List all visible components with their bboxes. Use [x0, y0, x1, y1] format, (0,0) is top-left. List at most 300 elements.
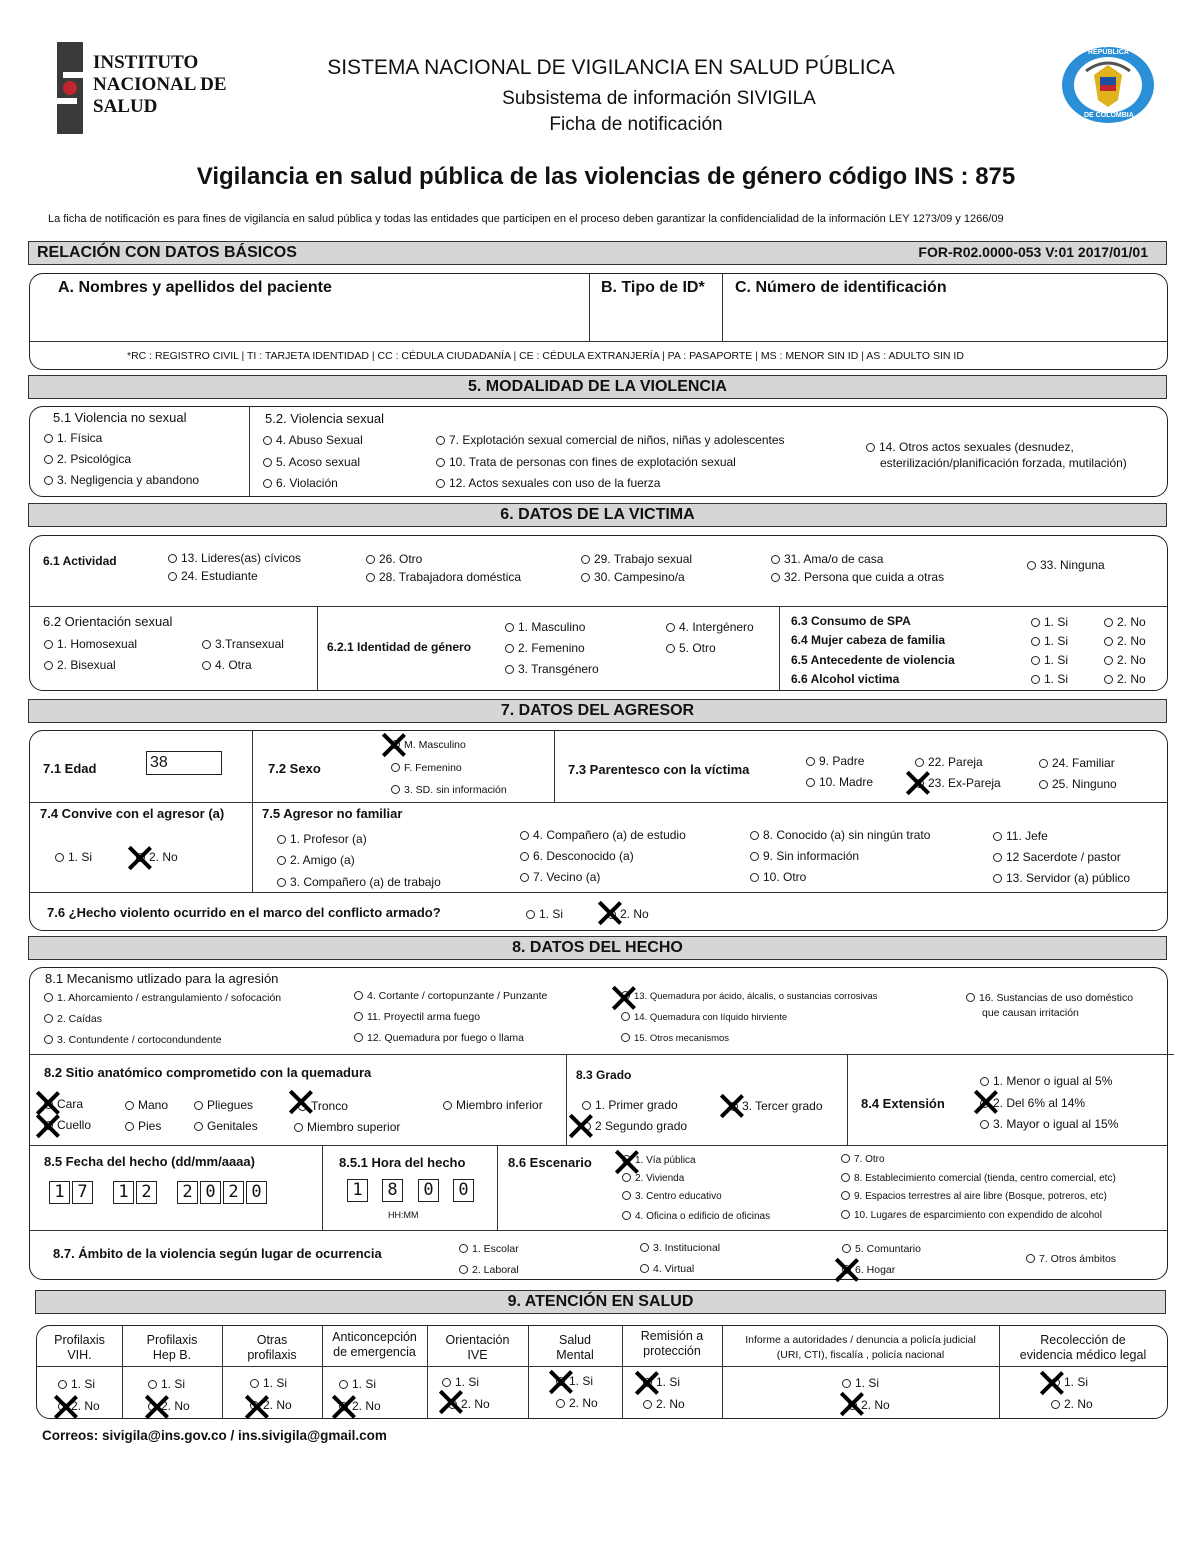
opt-a32[interactable]: 32. Persona que cuida a otras: [771, 570, 944, 584]
radio-icon: [148, 1380, 157, 1389]
opt-trata[interactable]: 10. Trata de personas con fines de explotación sexual: [436, 455, 736, 469]
page-title: SISTEMA NACIONAL DE VIGILANCIA EN SALUD PÚBLICA: [327, 56, 895, 79]
radio-icon: [294, 1123, 303, 1132]
q63-label: 6.3 Consumo de SPA: [791, 614, 911, 628]
seal-top-text: REPÚBLICA: [1088, 49, 1129, 56]
opt-m3[interactable]: 3. Contundente / cortocondundente: [44, 1034, 222, 1046]
page-subtitle-2: Ficha de notificación: [549, 114, 723, 135]
radio-icon: [44, 640, 53, 649]
mark-x-icon: [633, 1370, 659, 1396]
opt-es9[interactable]: 9. Espacios terrestres al aire libre (Bosque, potreros, etc): [841, 1191, 1107, 1202]
remision-si[interactable]: 1. Si: [643, 1375, 680, 1389]
date-digit: 7: [72, 1181, 93, 1204]
evidencia-no[interactable]: 2. No: [1051, 1397, 1093, 1411]
date-digit: 2: [223, 1181, 244, 1204]
radio-icon: [866, 443, 875, 452]
mark-x-icon: [610, 985, 636, 1011]
ive-no[interactable]: 2. No: [448, 1397, 490, 1411]
date-digit: 1: [113, 1181, 134, 1204]
opt-f4[interactable]: 4. Compañero (a) de estudio: [520, 828, 686, 842]
opt-e2[interactable]: 2. Del 6% al 14%: [980, 1096, 1085, 1110]
mark-x-icon: [838, 1391, 864, 1417]
edad-label: 7.1 Edad: [43, 761, 97, 776]
radio-icon: [277, 856, 286, 865]
opt-otros-actos[interactable]: 14. Otros actos sexuales (desnudez,: [866, 440, 1074, 454]
radio-icon: [520, 852, 529, 861]
name-label: A. Nombres y apellidos del paciente: [58, 279, 332, 296]
q64-no[interactable]: 2. No: [1104, 634, 1146, 648]
mark-x-icon: [1038, 1370, 1064, 1396]
radio-icon: [771, 573, 780, 582]
radio-icon: [44, 1035, 53, 1044]
radio-icon: [622, 1191, 631, 1200]
radio-icon: [194, 1101, 203, 1110]
opt-es7[interactable]: 7. Otro: [841, 1154, 885, 1165]
mark-x-icon: [52, 1394, 78, 1420]
opt-am1[interactable]: 1. Escolar: [459, 1243, 519, 1255]
opt-explotacion[interactable]: 7. Explotación sexual comercial de niños, niñas y adolescentes: [436, 433, 785, 447]
opt-es2[interactable]: 2. Vivienda: [622, 1173, 684, 1184]
radio-icon: [263, 458, 272, 467]
id-legend: *RC : REGISTRO CIVIL | TI : TARJETA IDENTIDAD | CC : CÉDULA CIUDADANÍA | CE : CÉDULA EXTRANJERÍA | PA : PASAPORTE | MS : MENOR SIN ID | AS : ADULTO SIN ID: [127, 350, 964, 362]
anticoncepcion-no[interactable]: 2. No: [339, 1399, 381, 1413]
informe-si[interactable]: 1. Si: [842, 1376, 879, 1390]
opt-f1[interactable]: 1. Profesor (a): [277, 832, 367, 846]
q66-si[interactable]: 1. Si: [1031, 672, 1068, 686]
opt-fisica[interactable]: 1. Física: [44, 431, 102, 445]
fecha-field[interactable]: [49, 1181, 299, 1207]
radio-icon: [194, 1122, 203, 1131]
radio-icon: [1104, 656, 1113, 665]
id-number-label: C. Número de identificación: [735, 279, 947, 296]
radio-icon: [125, 1101, 134, 1110]
opt-or4[interactable]: 4. Otra: [202, 658, 252, 672]
radio-icon: [1031, 675, 1040, 684]
radio-icon: [339, 1380, 348, 1389]
radio-icon: [263, 436, 272, 445]
radio-icon: [250, 1379, 259, 1388]
q63-si[interactable]: 1. Si: [1031, 615, 1068, 629]
opt-am5[interactable]: 5. Comuntario: [842, 1243, 921, 1255]
radio-icon: [1104, 637, 1113, 646]
opt-m12[interactable]: 12. Quemadura por fuego o llama: [354, 1032, 524, 1044]
radio-icon: [841, 1191, 850, 1200]
id-type-label: B. Tipo de ID*: [601, 279, 705, 296]
opt-a24[interactable]: 24. Estudiante: [168, 569, 258, 583]
opt-ig2[interactable]: 2. Femenino: [505, 641, 585, 655]
hepb-si[interactable]: 1. Si: [148, 1377, 185, 1391]
radio-icon: [442, 1378, 451, 1387]
opt-m4[interactable]: 4. Cortante / cortopunzante / Punzante: [354, 990, 547, 1002]
opt-m2[interactable]: 2. Caídas: [44, 1013, 102, 1025]
radio-icon: [640, 1243, 649, 1252]
id-type-field[interactable]: [594, 303, 718, 337]
opt-genitales[interactable]: Genitales: [194, 1119, 258, 1133]
col-salud-mental: Salud Mental: [556, 1333, 594, 1362]
col-hepb: Profilaxis Hep B.: [146, 1333, 198, 1362]
opt-e1[interactable]: 1. Menor o igual al 5%: [980, 1074, 1112, 1088]
radio-icon: [640, 1264, 649, 1273]
opt-ig1[interactable]: 1. Masculino: [505, 620, 585, 634]
opt-violacion[interactable]: 6. Violación: [263, 476, 338, 490]
opt-g3[interactable]: 3. Tercer grado: [729, 1099, 823, 1113]
opt-minf[interactable]: Miembro inferior: [443, 1098, 543, 1112]
opt-f13[interactable]: 13. Servidor (a) público: [993, 871, 1130, 885]
mark-x-icon: [547, 1369, 573, 1395]
mark-x-icon: [972, 1089, 998, 1115]
mental-si[interactable]: 1. Si: [556, 1374, 593, 1388]
radio-icon: [58, 1380, 67, 1389]
no-familiar-label: 7.5 Agresor no familiar: [262, 806, 403, 821]
opt-a13[interactable]: 13. Lideres(as) cívicos: [168, 551, 301, 565]
footer-emails: Correos: sivigila@ins.gov.co / ins.sivigila@gmail.com: [42, 1428, 387, 1443]
conflicto-no[interactable]: 2. No: [607, 907, 649, 921]
radio-icon: [202, 640, 211, 649]
remision-no[interactable]: 2. No: [643, 1397, 685, 1411]
page-subtitle: Subsistema de información SIVIGILA: [502, 88, 816, 109]
q66-label: 6.6 Alcohol victima: [791, 672, 900, 686]
mark-x-icon: [243, 1394, 269, 1420]
radio-icon: [1031, 656, 1040, 665]
otras-si[interactable]: 1. Si: [250, 1376, 287, 1390]
radio-icon: [1026, 1254, 1035, 1263]
radio-icon: [202, 661, 211, 670]
radio-icon: [436, 436, 445, 445]
opt-es3[interactable]: 3. Centro educativo: [622, 1191, 722, 1202]
edad-value: 38: [150, 754, 168, 771]
radio-icon: [806, 778, 815, 787]
radio-icon: [1031, 637, 1040, 646]
radio-icon: [44, 434, 53, 443]
radio-icon: [993, 832, 1002, 841]
sexo-label: 7.2 Sexo: [268, 761, 321, 776]
radio-icon: [1051, 1400, 1060, 1409]
opt-cuello[interactable]: Cuello: [44, 1118, 91, 1132]
time-digit: 1: [347, 1179, 368, 1202]
opt-m11[interactable]: 11. Proyectil arma fuego: [354, 1011, 480, 1023]
opt-m14[interactable]: 14. Quemadura con líquido hirviente: [621, 1012, 787, 1023]
opt-f8[interactable]: 8. Conocido (a) sin ningún trato: [750, 828, 930, 842]
opt-msup[interactable]: Miembro superior: [294, 1120, 400, 1134]
opt-am3[interactable]: 3. Institucional: [640, 1242, 720, 1254]
logo-line-2: NACIONAL DE: [93, 74, 227, 95]
radio-icon: [771, 555, 780, 564]
basic-data-bar: [28, 241, 1167, 265]
opt-sex-m[interactable]: M. Masculino: [391, 739, 466, 751]
opt-a26[interactable]: 26. Otro: [366, 552, 422, 566]
section-8-bar: 8. DATOS DEL HECHO: [28, 936, 1167, 960]
opt-negligencia[interactable]: 3. Negligencia y abandono: [44, 473, 199, 487]
date-digit: 2: [136, 1181, 157, 1204]
mark-x-icon: [126, 845, 152, 871]
opt-or2[interactable]: 2. Bisexual: [44, 658, 116, 672]
radio-icon: [1027, 561, 1036, 570]
opt-p9[interactable]: 9. Padre: [806, 754, 864, 768]
radio-icon: [1039, 759, 1048, 768]
form-code: FOR-R02.0000-053 V:01 2017/01/01: [918, 244, 1148, 260]
opt-am6[interactable]: 6. Hogar: [842, 1264, 895, 1276]
opt-f12[interactable]: 12 Sacerdote / pastor: [993, 850, 1121, 864]
opt-mano[interactable]: Mano: [125, 1098, 168, 1112]
radio-icon: [750, 873, 759, 882]
opt-acoso[interactable]: 5. Acoso sexual: [263, 455, 360, 469]
logo-line-3: SALUD: [93, 96, 158, 117]
radio-icon: [55, 853, 64, 862]
opt-m16-2: que causan irritación: [982, 1007, 1079, 1019]
section-9-bar: 9. ATENCIÓN EN SALUD: [35, 1290, 1166, 1314]
name-field[interactable]: [35, 303, 585, 337]
opt-or3[interactable]: 3.Transexual: [202, 637, 284, 651]
radio-icon: [505, 623, 514, 632]
hhmm-label: HH:MM: [388, 1210, 419, 1220]
col-anticoncepcion: Anticoncepción de emergencia: [332, 1330, 417, 1359]
opt-f7[interactable]: 7. Vecino (a): [520, 870, 600, 884]
col-remision: Remisión a protección: [640, 1329, 704, 1358]
radio-icon: [44, 661, 53, 670]
radio-icon: [993, 853, 1002, 862]
extension-label: 8.4 Extensión: [861, 1096, 945, 1111]
basic-data-title: RELACIÓN CON DATOS BÁSICOS: [37, 244, 297, 261]
opt-actos-fuerza[interactable]: 12. Actos sexuales con uso de la fuerza: [436, 476, 660, 490]
radio-icon: [806, 757, 815, 766]
radio-icon: [842, 1379, 851, 1388]
opt-sex-sd[interactable]: 3. SD. sin información: [391, 784, 507, 796]
convive-no[interactable]: 2. No: [136, 850, 178, 864]
date-digit: 2: [177, 1181, 198, 1204]
opt-a33[interactable]: 33. Ninguna: [1027, 558, 1105, 572]
vih-no[interactable]: 2. No: [58, 1399, 100, 1413]
opt-f9[interactable]: 9. Sin información: [750, 849, 859, 863]
mark-x-icon: [287, 1089, 313, 1115]
q65-no[interactable]: 2. No: [1104, 653, 1146, 667]
opt-otros-actos-2: esterilización/planificación forzada, mutilación): [880, 456, 1127, 470]
opt-g2[interactable]: 2 Segundo grado: [582, 1119, 687, 1133]
informe-no[interactable]: 2. No: [848, 1398, 890, 1412]
radio-icon: [980, 1120, 989, 1129]
conflicto-si[interactable]: 1. Si: [526, 907, 563, 921]
opt-m1[interactable]: 1. Ahorcamiento / estrangulamiento / sofocación: [44, 992, 281, 1004]
opt-f3[interactable]: 3. Compañero (a) de trabajo: [277, 875, 441, 889]
mark-x-icon: [380, 732, 406, 758]
opt-am4[interactable]: 4. Virtual: [640, 1263, 694, 1275]
edad-field[interactable]: [146, 751, 222, 775]
radio-icon: [581, 573, 590, 582]
radio-icon: [459, 1265, 468, 1274]
opt-am7[interactable]: 7. Otros ámbitos: [1026, 1253, 1116, 1265]
radio-icon: [841, 1210, 850, 1219]
col-otras: Otras profilaxis: [247, 1333, 297, 1362]
radio-icon: [993, 874, 1002, 883]
colombia-seal: [1060, 45, 1156, 125]
opt-e3[interactable]: 3. Mayor o igual al 15%: [980, 1117, 1118, 1131]
radio-icon: [125, 1122, 134, 1131]
opt-ig3[interactable]: 3. Transgénero: [505, 662, 599, 676]
radio-icon: [980, 1077, 989, 1086]
conflicto-label: 7.6 ¿Hecho violento ocurrido en el marco del conflicto armado?: [47, 905, 441, 920]
q64-si[interactable]: 1. Si: [1031, 634, 1068, 648]
opt-a30[interactable]: 30. Campesino/a: [581, 570, 685, 584]
h51: 5.1 Violencia no sexual: [53, 410, 187, 425]
radio-icon: [436, 479, 445, 488]
radio-icon: [841, 1154, 850, 1163]
opt-g1[interactable]: 1. Primer grado: [582, 1098, 678, 1112]
date-digit: 0: [246, 1181, 267, 1204]
radio-icon: [621, 1012, 630, 1021]
opt-f10[interactable]: 10. Otro: [750, 870, 806, 884]
otras-no[interactable]: 2. No: [250, 1398, 292, 1412]
time-digit: 8: [382, 1179, 403, 1202]
date-digit: 0: [200, 1181, 221, 1204]
mental-no[interactable]: 2. No: [556, 1396, 598, 1410]
radio-icon: [505, 665, 514, 674]
opt-f6[interactable]: 6. Desconocido (a): [520, 849, 634, 863]
opt-p10[interactable]: 10. Madre: [806, 775, 873, 789]
radio-icon: [277, 878, 286, 887]
convive-si[interactable]: 1. Si: [55, 850, 92, 864]
opt-am2[interactable]: 2. Laboral: [459, 1264, 519, 1276]
mark-x-icon: [718, 1093, 744, 1119]
radio-icon: [391, 785, 400, 794]
radio-icon: [44, 993, 53, 1002]
radio-icon: [366, 573, 375, 582]
q66-no[interactable]: 2. No: [1104, 672, 1146, 686]
opt-a28[interactable]: 28. Trabajadora doméstica: [366, 570, 521, 584]
disclaimer: La ficha de notificación es para fines de vigilancia en salud pública y todas las entidades que participen en el proceso deben garantizar la confidencialidad de la información LEY 1273/09 y 1266/09: [48, 213, 1004, 225]
opt-es1[interactable]: 1. Vía pública: [622, 1155, 696, 1166]
radio-icon: [168, 554, 177, 563]
radio-icon: [505, 644, 514, 653]
radio-icon: [1039, 780, 1048, 789]
radio-icon: [666, 623, 675, 632]
section-6-bar: 6. DATOS DE LA VICTIMA: [28, 503, 1167, 527]
mark-x-icon: [143, 1394, 169, 1420]
ive-si[interactable]: 1. Si: [442, 1375, 479, 1389]
hora-label: 8.5.1 Hora del hecho: [339, 1155, 466, 1170]
radio-icon: [354, 1033, 363, 1042]
opt-ig5[interactable]: 5. Otro: [666, 641, 716, 655]
q65-si[interactable]: 1. Si: [1031, 653, 1068, 667]
opt-es10[interactable]: 10. Lugares de esparcimiento con expendido de alcohol: [841, 1210, 1102, 1221]
radio-icon: [44, 1014, 53, 1023]
mecanismo-label: 8.1 Mecanismo utlizado para la agresión: [45, 971, 279, 986]
logo-line-1: INSTITUTO: [93, 52, 199, 73]
mark-x-icon: [330, 1394, 356, 1420]
actividad-label: 6.1 Actividad: [43, 554, 117, 568]
opt-ig4[interactable]: 4. Intergénero: [666, 620, 754, 634]
opt-m16[interactable]: 16. Sustancias de uso doméstico: [966, 992, 1133, 1004]
opt-pies[interactable]: Pies: [125, 1119, 161, 1133]
orient-label: 6.2 Orientación sexual: [43, 614, 173, 629]
radio-icon: [622, 1211, 631, 1220]
time-digit: 0: [453, 1179, 474, 1202]
radio-icon: [966, 993, 975, 1002]
date-digit: 1: [49, 1181, 70, 1204]
opt-p22[interactable]: 22. Pareja: [915, 755, 983, 769]
opt-f2[interactable]: 2. Amigo (a): [277, 853, 355, 867]
radio-icon: [459, 1244, 468, 1253]
opt-a31[interactable]: 31. Ama/o de casa: [771, 552, 883, 566]
radio-icon: [621, 1033, 630, 1042]
opt-pliegues[interactable]: Pliegues: [194, 1098, 253, 1112]
q65-label: 6.5 Antecedente de violencia: [791, 653, 955, 667]
opt-f11[interactable]: 11. Jefe: [993, 829, 1048, 843]
radio-icon: [750, 852, 759, 861]
opt-abuso[interactable]: 4. Abuso Sexual: [263, 433, 363, 447]
q63-no[interactable]: 2. No: [1104, 615, 1146, 629]
radio-icon: [582, 1101, 591, 1110]
vih-si[interactable]: 1. Si: [58, 1377, 95, 1391]
mark-x-icon: [567, 1113, 593, 1139]
seal-bottom-text: DE COLOMBIA: [1084, 112, 1134, 119]
opt-tronco[interactable]: Tronco: [298, 1099, 348, 1113]
opt-p25[interactable]: 25. Ninguno: [1039, 777, 1117, 791]
radio-icon: [436, 458, 445, 467]
radio-icon: [915, 758, 924, 767]
radio-icon: [1031, 618, 1040, 627]
mark-x-icon: [833, 1257, 859, 1283]
radio-icon: [666, 644, 675, 653]
opt-es4[interactable]: 4. Oficina o edificio de oficinas: [622, 1211, 770, 1222]
fecha-label: 8.5 Fecha del hecho (dd/mm/aaaa): [44, 1154, 255, 1169]
radio-icon: [366, 555, 375, 564]
form-title: Vigilancia en salud pública de las violencias de género código INS : 875: [196, 163, 1016, 190]
opt-es8[interactable]: 8. Establecimiento comercial (tienda, centro comercial, etc): [841, 1173, 1116, 1184]
sitio-label: 8.2 Sitio anatómico comprometido con la quemadura: [44, 1065, 372, 1080]
radio-icon: [44, 455, 53, 464]
radio-icon: [263, 479, 272, 488]
opt-or1[interactable]: 1. Homosexual: [44, 637, 137, 651]
radio-icon: [391, 763, 400, 772]
radio-icon: [526, 910, 535, 919]
col-informe: Informe a autoridades / denuncia a policía judicial (URI, CTI), fiscalía , policía nacional: [745, 1334, 976, 1361]
opt-sex-f[interactable]: F. Femenino: [391, 762, 462, 774]
mark-x-icon: [596, 900, 622, 926]
time-digit: 0: [418, 1179, 439, 1202]
opt-p24[interactable]: 24. Familiar: [1039, 756, 1115, 770]
radio-icon: [277, 835, 286, 844]
radio-icon: [750, 831, 759, 840]
radio-icon: [168, 572, 177, 581]
hora-field[interactable]: [347, 1179, 487, 1205]
radio-icon: [520, 873, 529, 882]
radio-icon: [622, 1173, 631, 1182]
evidencia-si[interactable]: 1. Si: [1051, 1375, 1088, 1389]
radio-icon: [354, 991, 363, 1000]
radio-icon: [443, 1101, 452, 1110]
opt-p23[interactable]: 23. Ex-Pareja: [915, 776, 1001, 790]
opt-a29[interactable]: 29. Trabajo sexual: [581, 552, 692, 566]
grado-label: 8.3 Grado: [576, 1068, 632, 1082]
opt-psicologica[interactable]: 2. Psicológica: [44, 452, 131, 466]
col-vih: Profilaxis VIH.: [54, 1333, 105, 1362]
section-5-bar: 5. MODALIDAD DE LA VIOLENCIA: [28, 375, 1167, 399]
opt-cara[interactable]: Cara: [44, 1097, 83, 1111]
radio-icon: [643, 1400, 652, 1409]
mark-x-icon: [613, 1149, 639, 1175]
radio-icon: [842, 1244, 851, 1253]
hepb-no[interactable]: 2. No: [148, 1399, 190, 1413]
mark-x-icon: [904, 770, 930, 796]
parentesco-label: 7.3 Parentesco con la víctima: [568, 762, 750, 777]
mark-x-icon: [34, 1113, 60, 1139]
escenario-label: 8.6 Escenario: [508, 1155, 592, 1170]
opt-m13[interactable]: 13. Quemadura por ácido, álcalis, o sustancias corrosivas: [621, 991, 877, 1002]
radio-icon: [354, 1012, 363, 1021]
opt-m15[interactable]: 15. Otros mecanismos: [621, 1033, 729, 1044]
anticoncepcion-si[interactable]: 1. Si: [339, 1377, 376, 1391]
radio-icon: [1104, 675, 1113, 684]
id-number-field[interactable]: [727, 303, 1157, 337]
